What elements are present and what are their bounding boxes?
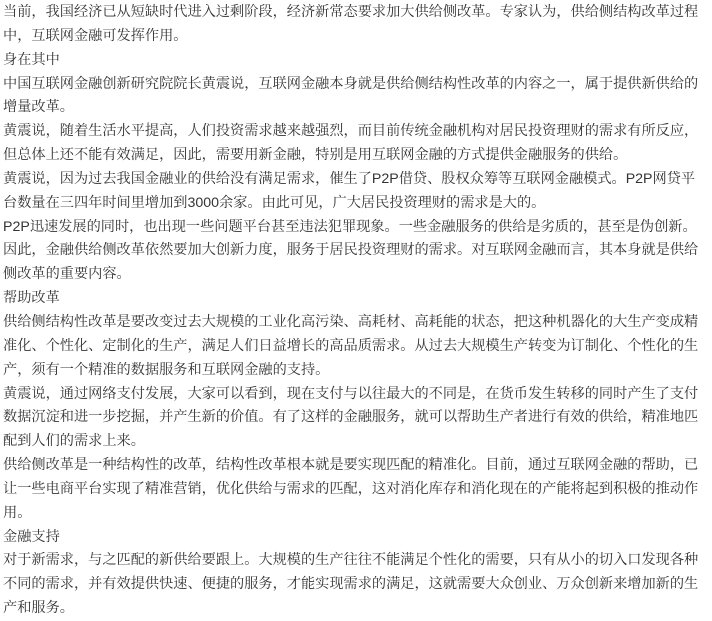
- paragraph: 供给侧结构性改革是要改变过去大规模的工业化高污染、高耗材、高耗能的状态，把这种机器化的大生产变成精准化、个性化、定制化的生产，满足人们日益增长的高品质需求。从过去大规模生产转变为订制化、个性化的生产，须有一个精准的数据服务和互联网金融的支持。: [3, 313, 699, 378]
- paragraph: 黄震说，通过网络支付发展，大家可以看到，现在支付与以往最大的不同是，在货币发生转移的同时产生了支付数据沉淀和进一步挖掘，并产生新的价值。有了这样的金融服务，就可以帮助生产者进行有效的供给，精准地匹配到人们的需求上来。: [3, 385, 699, 450]
- paragraph: 黄震说，因为过去我国金融业的供给没有满足需求，催生了P2P借贷、股权众筹等互联网金融模式。P2P网贷平台数量在三四年时间里增加到3000余家。由此可见，广大居民投资理财的需求是大的。: [3, 170, 696, 211]
- paragraph: 供给侧改革是一种结构性的改革，结构性改革根本就是要实现匹配的精准化。目前，通过互联网金融的帮助，已让一些电商平台实现了精准营销，优化供给与需求的匹配，这对消化库存和消化现在的产能将起到积极的推动作用。: [3, 457, 699, 521]
- paragraph: 当前，我国经济已从短缺时代进入过剩阶段，经济新常态要求加大供给侧改革。专家认为，供给侧结构改革过程中，互联网金融可发挥作用。: [3, 4, 699, 44]
- paragraph: P2P迅速发展的同时，也出现一些问题平台甚至违法犯罪现象。一些金融服务的供给是劣质的，甚至是伪创新。因此，金融供给侧改革依然要加大创新力度，服务于居民投资理财的需求。对互联网金融而言，其本身就是供给侧改革的重要内容。: [3, 218, 699, 283]
- paragraph: 中国互联网金融创新研究院院长黄震说，互联网金融本身就是供给侧结构性改革的内容之一，属于提供新供给的增量改革。: [3, 75, 699, 116]
- section-heading: 金融支持: [3, 528, 60, 545]
- section-heading: 帮助改革: [3, 290, 60, 307]
- section-heading: 身在其中: [3, 51, 60, 68]
- paragraph: 黄震说，随着生活水平提高，人们投资需求越来越强烈，而目前传统金融机构对居民投资理财的需求有所反应，但总体上还不能有效满足，因此，需要用新金融，特别是用互联网金融的方式提供金融服务的供给。: [3, 123, 699, 164]
- paragraph: 对于新需求，与之匹配的新供给要跟上。大规模的生产往往不能满足个性化的需要，只有从小的切入口发现各种不同的需求，并有效提供快速、便捷的服务，才能实现需求的满足，这就需要大众创业、万众创新来增加新的生产和服务。: [3, 552, 699, 617]
